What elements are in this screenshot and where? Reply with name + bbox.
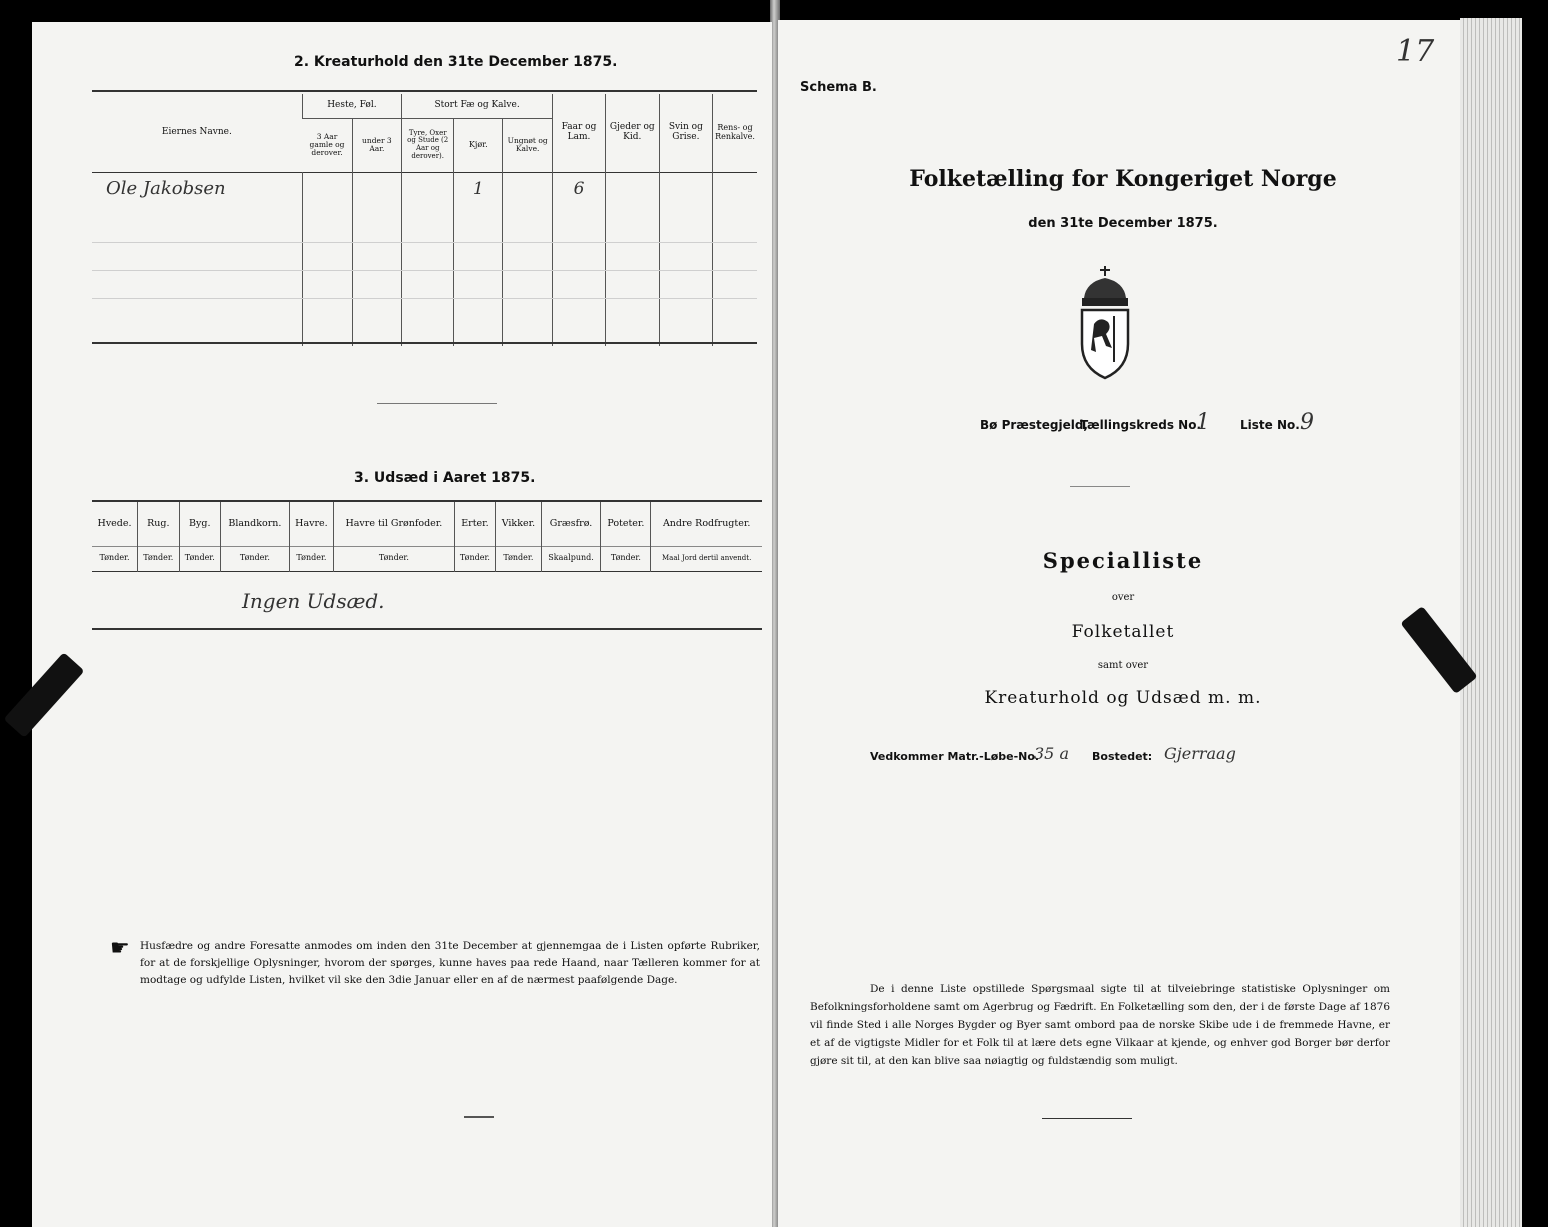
sowing-header-cell: Blandkorn. bbox=[221, 502, 290, 547]
sowing-header-cell: Vikker. bbox=[496, 502, 541, 547]
sowing-unit-cell: Tønder. bbox=[92, 547, 138, 571]
district-label: Tællingskreds No. bbox=[1080, 418, 1202, 432]
divider bbox=[377, 403, 497, 404]
header-reindeer: Rens- og Renkalve. bbox=[713, 94, 757, 172]
instructions-notice: Husfædre og andre Foresatte anmodes om inden den 31te December at gjennemgaa de i Listen opførte Rubriker, for at de forskjellige Oplysninger, hvorom der spørges, kunne haves paa rede Haand, naar Tælleren kommer for at modtage og udfylde Listen, hvilket vil ske den 3die Januar eller en af de nærmest paafølgende Dage. bbox=[140, 940, 760, 986]
sowing-unit-cell: Tønder. bbox=[289, 547, 333, 571]
census-purpose-footer: De i denne Liste opstillede Spørgsmaal sigte til at tilveiebringe statistiske Oplysninger om Befolkningsforholdene samt om Agerbrug og Fædrift. En Folketælling som den, der i de første Dage af 1876 vil finde Sted i alle Norges Bygder og Byer samt ombord paa de norske Skibe ude i de fremmede Havne, er et af de vigtigste Midler for et Folk til at lære dets egne Vilkaar at kjende, og enhver god Borger bør derfor gjøre sit til, at den kan blive saa nøiagtig og fuldstændig som muligt. bbox=[810, 983, 1390, 1068]
header-horses: Heste, Føl. bbox=[302, 94, 401, 118]
samt-over-label: samt over bbox=[1097, 660, 1149, 671]
divider bbox=[464, 1116, 494, 1118]
sowing-unit-cell: Tønder. bbox=[601, 547, 651, 571]
district-number: 1 bbox=[1196, 410, 1210, 435]
sowing-header-cell: Havre. bbox=[289, 502, 333, 547]
sowing-unit-cell: Tønder. bbox=[221, 547, 290, 571]
parish-label: Bø Præstegjeld, bbox=[980, 418, 1088, 432]
ruled-line bbox=[92, 270, 757, 271]
header-cattle: Stort Fæ og Kalve. bbox=[402, 94, 553, 118]
specialliste-heading: Specialliste bbox=[1042, 548, 1204, 573]
section2-title: 2. Kreaturhold den 31te December 1875. bbox=[294, 54, 618, 70]
sowing-unit-cell: Maal Jord dertil anvendt. bbox=[651, 547, 762, 571]
list-number: 9 bbox=[1300, 410, 1314, 435]
header-goats: Gjeder og Kid. bbox=[605, 94, 659, 172]
sowing-unit-cell: Tønder. bbox=[334, 547, 455, 571]
pointing-hand-icon: ☛ bbox=[110, 936, 130, 961]
bostedet-label: Bostedet: bbox=[1092, 750, 1153, 763]
sowing-header-cell: Hvede. bbox=[97, 517, 132, 529]
sowing-entry: Ingen Udsæd. bbox=[242, 588, 385, 613]
divider bbox=[1070, 486, 1130, 487]
list-label: Liste No. bbox=[1240, 418, 1300, 432]
sowing-unit-cell: Tønder. bbox=[454, 547, 495, 571]
ruled-line bbox=[92, 242, 757, 243]
sowing-unit-cell: Tønder. bbox=[179, 547, 220, 571]
header-horses-young: under 3 Aar. bbox=[352, 118, 401, 172]
page-number: 17 bbox=[1396, 34, 1435, 69]
table-row bbox=[92, 571, 762, 630]
table-row bbox=[92, 172, 757, 206]
header-sheep: Faar og Lam. bbox=[553, 94, 606, 172]
sowing-header-cell: Havre til Grønfoder. bbox=[334, 502, 455, 547]
sowing-header-cell: Andre Rodfrugter. bbox=[651, 502, 762, 547]
table-row bbox=[92, 206, 757, 346]
bostedet-value: Gjerraag bbox=[1164, 744, 1236, 763]
right-page bbox=[778, 20, 1468, 1227]
matr-label: Vedkommer Matr.-Løbe-No. bbox=[870, 750, 1040, 763]
header-pigs: Svin og Grise. bbox=[659, 94, 712, 172]
header-calves: Ungnøt og Kalve. bbox=[503, 118, 553, 172]
sowing-header-cell: Byg. bbox=[179, 502, 220, 547]
sowing-unit-cell: Tønder. bbox=[138, 547, 179, 571]
schema-label: Schema B. bbox=[800, 80, 877, 95]
matr-number: 35 a bbox=[1034, 744, 1069, 763]
norway-coat-of-arms-icon bbox=[1074, 264, 1136, 380]
ruled-line bbox=[92, 298, 757, 299]
sowing-header-cell: Erter. bbox=[454, 502, 495, 547]
sowing-table-bottom-rule bbox=[92, 628, 762, 630]
page-edges bbox=[1460, 18, 1522, 1227]
section3-title: 3. Udsæd i Aaret 1875. bbox=[354, 470, 536, 486]
livestock-table-bottom-rule bbox=[92, 342, 757, 344]
header-horses-adult: 3 Aar gamle og derover. bbox=[302, 118, 352, 172]
cows-count: 1 bbox=[454, 172, 503, 206]
header-owner: Eiernes Navne. bbox=[161, 126, 232, 137]
over-label: over bbox=[1111, 592, 1135, 603]
left-page bbox=[32, 22, 772, 1227]
sowing-unit-cell: Skaalpund. bbox=[541, 547, 601, 571]
header-bulls-oxen: Tyre, Oxer og Stude (2 Aar og derover). bbox=[402, 118, 454, 172]
livestock-table-top-rule bbox=[92, 90, 757, 92]
sowing-unit-cell: Tønder. bbox=[496, 547, 541, 571]
owner-name: Ole Jakobsen bbox=[106, 178, 226, 200]
sowing-table bbox=[92, 502, 762, 630]
sheep-count: 6 bbox=[553, 172, 606, 206]
kreaturhold-heading: Kreaturhold og Udsæd m. m. bbox=[984, 688, 1262, 708]
divider bbox=[1042, 1118, 1132, 1119]
livestock-table bbox=[92, 94, 757, 346]
sowing-header-cell: Rug. bbox=[138, 502, 179, 547]
folketallet-heading: Folketallet bbox=[1071, 622, 1175, 642]
sowing-header-cell: Græsfrø. bbox=[541, 502, 601, 547]
page-title: Folketælling for Kongeriget Norge bbox=[909, 166, 1337, 192]
census-date: den 31te December 1875. bbox=[1028, 216, 1218, 231]
header-cows: Kjør. bbox=[454, 118, 503, 172]
sowing-header-cell: Poteter. bbox=[601, 502, 651, 547]
